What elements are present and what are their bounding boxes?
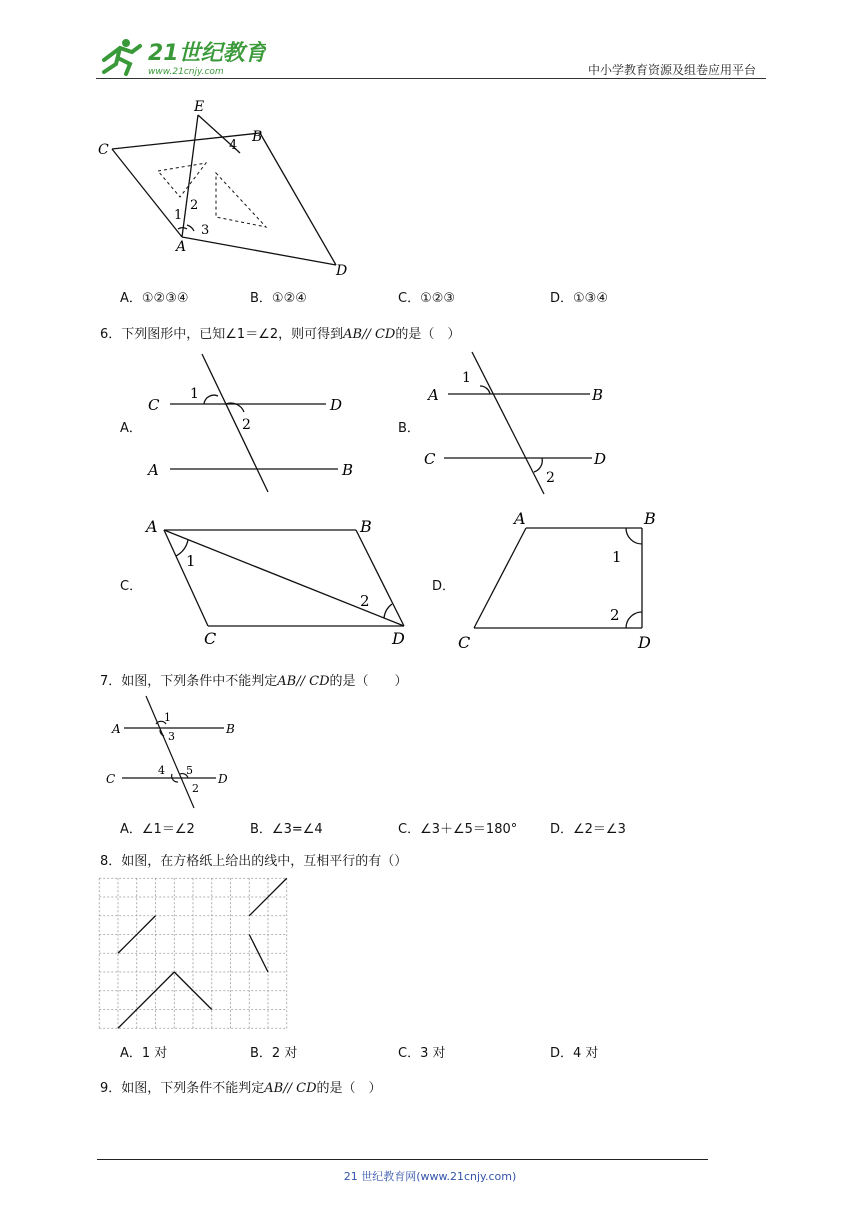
platform-name: 中小学教育资源及组卷应用平台 (587, 63, 756, 77)
logo-url-text: www.21cnjy.com (148, 67, 224, 77)
q6b-label-b: B (592, 386, 604, 404)
q7-option-b[interactable]: B．∠3=∠4 (250, 822, 323, 837)
label-angle-1: 1 (174, 208, 183, 223)
label-c: C (98, 142, 109, 158)
logo-main-text: 21世纪教育 (148, 41, 266, 66)
line-bd (260, 133, 336, 265)
q6-option-c-label[interactable]: C． (120, 579, 143, 594)
label-a: A (176, 239, 187, 255)
q6-text-before: 下列图形中，已知∠1＝∠2，则可得到 (121, 327, 344, 342)
grid-segment-2 (118, 972, 174, 1028)
q7-label-c: C (106, 772, 116, 786)
q6c-label-a: A (146, 517, 158, 536)
footer-link[interactable]: 21 世纪教育网(www.21cnjy.com) (343, 1170, 517, 1183)
label-angle-3: 3 (201, 223, 210, 238)
q6-figure-a[interactable] (140, 350, 370, 500)
q7-option-a[interactable]: A．∠1＝∠2 (120, 822, 195, 837)
q6c-label-c: C (204, 629, 217, 648)
label-d: D (336, 263, 348, 279)
angle-arc-3 (187, 225, 194, 231)
q6a-angle-2: 2 (242, 417, 251, 433)
q6c-angle-1: 1 (186, 552, 196, 570)
q6-question (100, 323, 460, 342)
footer-divider (97, 1159, 708, 1160)
label-b: B (252, 129, 263, 145)
line-cb (112, 133, 260, 149)
q7-angle-3: 3 (168, 730, 175, 743)
q7-angle-2: 2 (192, 782, 199, 795)
q8-option-a[interactable]: A．1 对 (120, 1046, 168, 1061)
q6b-angle-2: 2 (546, 470, 555, 486)
q7-number: 7． (100, 674, 122, 689)
q6c-label-b: B (360, 517, 372, 536)
q9-text-before: 如图，下列条件不能判定 (121, 1081, 265, 1096)
q7-angle-5: 5 (186, 764, 193, 777)
q7-text-ab: AB// CD (277, 674, 330, 689)
q8-option-c[interactable]: C．3 对 (398, 1046, 446, 1061)
label-e: E (194, 99, 205, 115)
set-square-left (158, 163, 206, 197)
line-ad (182, 237, 336, 265)
q5-option-b[interactable]: B．①②④ (250, 291, 307, 306)
q6-text-ab: AB// CD (343, 327, 396, 342)
q6-figure-c[interactable] (140, 508, 420, 653)
q6-option-b-label[interactable]: B． (398, 421, 420, 436)
q6c-label-d: D (392, 629, 405, 648)
q5-option-c[interactable]: C．①②③ (398, 291, 456, 306)
q6a-label-b: B (342, 461, 354, 479)
q6d-angle-1: 1 (612, 548, 622, 566)
q6d-angle-2: 2 (610, 606, 620, 624)
q6c-angle-2: 2 (360, 592, 370, 610)
line-ca (112, 149, 182, 237)
q5-figure (90, 95, 370, 285)
q6d-label-d: D (638, 633, 651, 652)
q6a-angle-1: 1 (190, 386, 199, 402)
q6b-label-c: C (424, 450, 436, 468)
q7-label-a: A (112, 722, 121, 736)
q7-label-d: D (218, 772, 228, 786)
q6b-angle-1: 1 (462, 370, 471, 386)
q6d-label-c: C (458, 633, 471, 652)
q7-option-c[interactable]: C．∠3＋∠5＝180° (398, 822, 518, 837)
q7-figure (100, 694, 250, 812)
site-logo (96, 34, 266, 78)
q6d-label-b: B (644, 509, 656, 528)
q7-text-after: 的是（ ） (329, 674, 408, 689)
q7-option-d[interactable]: D．∠2＝∠3 (550, 822, 626, 837)
q8-question (100, 850, 407, 869)
runner-icon (104, 39, 140, 74)
q6d-label-a: A (514, 509, 526, 528)
q6-number: 6． (100, 327, 122, 342)
q6-option-d-label[interactable]: D． (432, 579, 456, 594)
q7-text-before: 如图，下列条件中不能判定 (121, 674, 278, 689)
q6-option-a-label[interactable]: A． (120, 421, 142, 436)
q6-figure-b[interactable] (420, 350, 620, 500)
q9-number: 9． (100, 1081, 122, 1096)
q6-figure-d[interactable] (454, 506, 674, 656)
q6a-label-c: C (148, 396, 160, 414)
q7-question (100, 670, 408, 689)
q8-text: 如图，在方格纸上给出的线中，互相平行的有（） (121, 854, 408, 869)
header-divider (96, 78, 766, 79)
q9-question (100, 1077, 382, 1096)
set-square-right (216, 173, 266, 227)
q7-angle-4: 4 (158, 764, 165, 777)
q9-text-ab: AB// CD (264, 1081, 317, 1096)
line-ae (182, 115, 198, 237)
q7-label-b: B (226, 722, 235, 736)
label-angle-4: 4 (229, 138, 238, 153)
q8-option-d[interactable]: D．4 对 (550, 1046, 599, 1061)
q6b-label-a: A (428, 386, 439, 404)
q8-option-b[interactable]: B．2 对 (250, 1046, 298, 1061)
q5-option-d[interactable]: D．①③④ (550, 291, 608, 306)
q7-angle-1: 1 (164, 711, 171, 724)
label-angle-2: 2 (190, 198, 199, 213)
q6a-label-d: D (330, 396, 343, 414)
q5-option-a[interactable]: A．①②③④ (120, 291, 189, 306)
q9-text-after: 的是（ ） (316, 1081, 382, 1096)
q6b-label-d: D (594, 450, 607, 468)
q6-text-after: 的是（ ） (395, 327, 461, 342)
q6a-label-a: A (148, 461, 159, 479)
q8-grid-figure (98, 877, 290, 1032)
q8-number: 8． (100, 854, 122, 869)
